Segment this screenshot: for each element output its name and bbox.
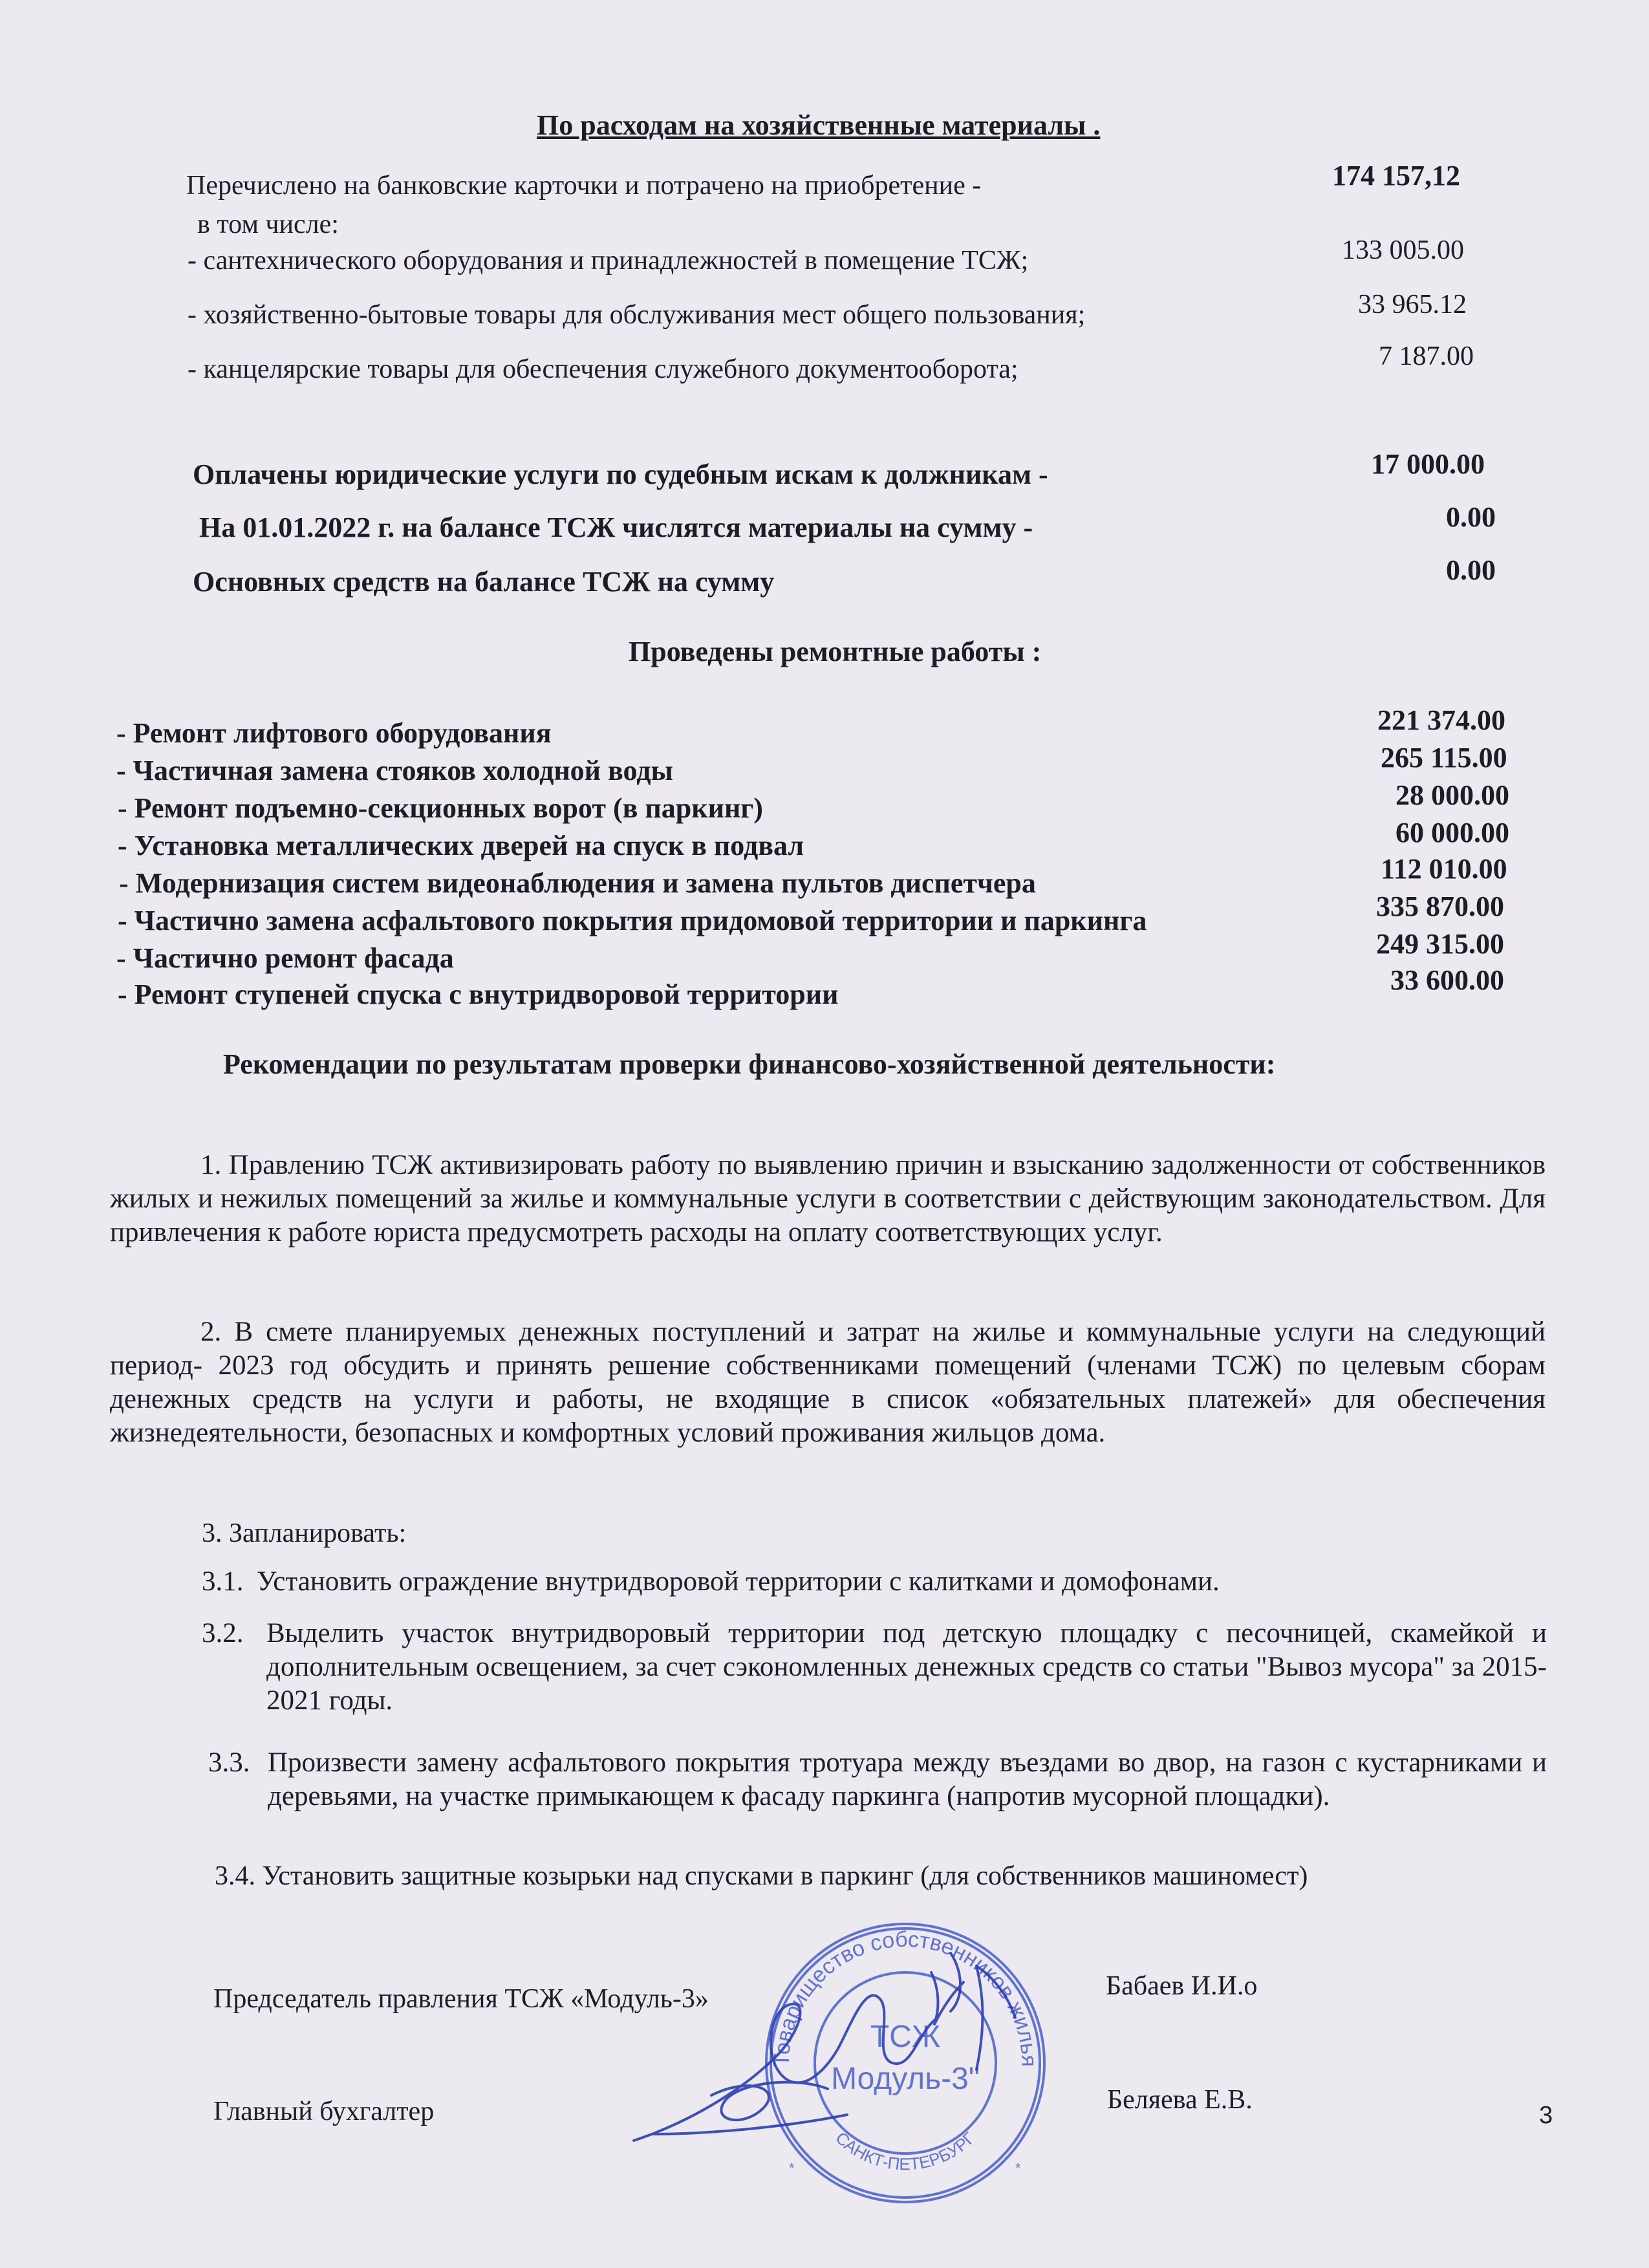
plan-item-text: Произвести замену асфальтового покрытия тротуара между въездами во двор, на газон с кустарниками и деревьями, на участке примыкающем к фасаду паркинга (напротив мусорной площадки). bbox=[268, 1747, 1547, 1811]
fixed-assets-amount: 0.00 bbox=[1446, 554, 1496, 586]
plan-item-text: Выделить участок внутридворовый территории под детскую площадку с песочницей, скамейкой и дополнительным освещением, за счет сэкономленных денежных средств со статьи "Вывоз мусора" за 2015-2021 годы. bbox=[266, 1618, 1547, 1716]
materials-balance-label: На 01.01.2022 г. на балансе ТСЖ числятся материалы на сумму - bbox=[199, 512, 1033, 543]
repair-item-amount: 249 315.00 bbox=[1376, 928, 1504, 960]
chair-name: Бабаев И.И.о bbox=[1106, 1971, 1258, 2001]
materials-item-amount: 7 187.00 bbox=[1379, 341, 1474, 371]
plan-item-number: 3.2. bbox=[202, 1618, 244, 1648]
materials-item-label: - сантехнического оборудования и принадлежностей в помещение ТСЖ; bbox=[188, 246, 1029, 275]
legal-services-amount: 17 000.00 bbox=[1371, 448, 1485, 480]
repair-item-label: - Ремонт лифтового оборудования bbox=[116, 717, 552, 749]
materials-item-amount: 33 965.12 bbox=[1358, 290, 1467, 319]
materials-balance-amount: 0.00 bbox=[1446, 501, 1496, 533]
recommendation-paragraph-3: 3. Запланировать: bbox=[202, 1518, 407, 1548]
accountant-role: Главный бухгалтер bbox=[213, 2097, 435, 2126]
fixed-assets-label: Основных средств на балансе ТСЖ на сумму bbox=[193, 566, 775, 598]
materials-item-amount: 133 005.00 bbox=[1342, 235, 1464, 265]
plan-item-number: 3.1. bbox=[202, 1566, 244, 1597]
plan-item-text: Установить ограждение внутридворовой территории с калитками и домофонами. bbox=[257, 1566, 1220, 1597]
repair-item-label: - Частично замена асфальтового покрытия придомовой территории и паркинга bbox=[118, 905, 1147, 936]
materials-item-label: - канцелярские товары для обеспечения служебного документооборота; bbox=[188, 354, 1018, 384]
repair-item-amount: 335 870.00 bbox=[1376, 891, 1504, 922]
materials-subtitle: в том числе: bbox=[197, 210, 339, 239]
repair-item-amount: 221 374.00 bbox=[1377, 704, 1505, 736]
recommendation-paragraph-2 bbox=[110, 1315, 1546, 1450]
legal-services-label: Оплачены юридические услуги по судебным искам к должникам - bbox=[193, 459, 1048, 490]
plan-item-3-3 bbox=[208, 1746, 1547, 1813]
recommendations-title: Рекомендации по результатам проверки финансово-хозяйственной деятельности: bbox=[223, 1048, 1276, 1080]
repair-item-amount: 33 600.00 bbox=[1390, 964, 1504, 996]
repairs-title: Проведены ремонтные работы : bbox=[629, 636, 1042, 667]
repair-item-amount: 28 000.00 bbox=[1396, 779, 1509, 811]
accountant-name: Беляева Е.В. bbox=[1107, 2085, 1253, 2115]
page-number: 3 bbox=[1539, 2102, 1553, 2129]
plan-item-3-4 bbox=[215, 1860, 1308, 1892]
recommendation-paragraph-1 bbox=[110, 1149, 1546, 1249]
repair-item-label: - Ремонт подъемно-секционных ворот (в паркинг) bbox=[118, 792, 763, 824]
plan-item-text: Установить защитные козырьки над спусками в паркинг (для собственников машиномест) bbox=[262, 1861, 1308, 1891]
stamp-bottom-text: САНКТ-ПЕТЕРБУРГ bbox=[832, 2128, 979, 2174]
recommendation-text: 1. Правлению ТСЖ активизировать работу по выявлению причин и взысканию задолженности от собственников жилых и нежилых помещений за жилье и коммунальные услуги в соответствии с действующим законодательством. Для привлечения к работе юриста предусмотреть расходы на оплату соответствующих услуг. bbox=[110, 1150, 1546, 1247]
repair-item-label: - Частичная замена стояков холодной воды bbox=[116, 755, 673, 786]
materials-item-label: - хозяйственно-бытовые товары для обслуживания мест общего пользования; bbox=[188, 300, 1086, 330]
repair-item-label: - Модернизация систем видеонаблюдения и замена пультов диспетчера bbox=[119, 867, 1036, 899]
plan-item-number: 3.4. bbox=[215, 1861, 255, 1891]
repair-item-label: - Частично ремонт фасада bbox=[116, 942, 454, 974]
svg-text:*: * bbox=[789, 2160, 795, 2176]
stamp-center-line-2: Модуль-3" bbox=[831, 2062, 980, 2096]
plan-item-3-1 bbox=[202, 1565, 1547, 1599]
plan-item-number: 3.3. bbox=[208, 1747, 250, 1778]
repair-item-label: - Ремонт ступеней спуска с внутридворовой территории bbox=[118, 978, 839, 1010]
repair-item-amount: 265 115.00 bbox=[1381, 742, 1507, 773]
repair-item-label: - Установка металлических дверей на спуск в подвал bbox=[118, 830, 804, 861]
plan-item-3-2 bbox=[202, 1617, 1547, 1718]
section-title-materials: По расходам на хозяйственные материалы . bbox=[537, 109, 1101, 141]
repair-item-amount: 112 010.00 bbox=[1381, 853, 1507, 885]
repair-item-amount: 60 000.00 bbox=[1396, 817, 1509, 848]
materials-lead-amount: 174 157,12 bbox=[1332, 160, 1460, 191]
handwritten-signature bbox=[614, 1927, 1035, 2160]
stamp-ring-text: Товарищество собственников жилья bbox=[769, 1927, 1042, 2068]
stamp-center-line-1: ТСЖ bbox=[870, 2020, 941, 2054]
recommendation-text: 2. В смете планируемых денежных поступлений и затрат на жилье и коммунальные услуги на следующий период- 2023 год обсудить и принять решение собственниками помещений (членами ТСЖ) по целевым сборам денежных средств на услуги и работы, не входящие в список «обязательных платежей» для обеспечения жизнедеятельности, безопасных и комфортных условий проживания жильцов дома. bbox=[110, 1317, 1546, 1448]
materials-lead-text: Перечислено на банковские карточки и потрачено на приобретение - bbox=[186, 171, 982, 200]
svg-text:*: * bbox=[1015, 2160, 1021, 2176]
chair-role: Председатель правления ТСЖ «Модуль-3» bbox=[213, 1984, 709, 2014]
